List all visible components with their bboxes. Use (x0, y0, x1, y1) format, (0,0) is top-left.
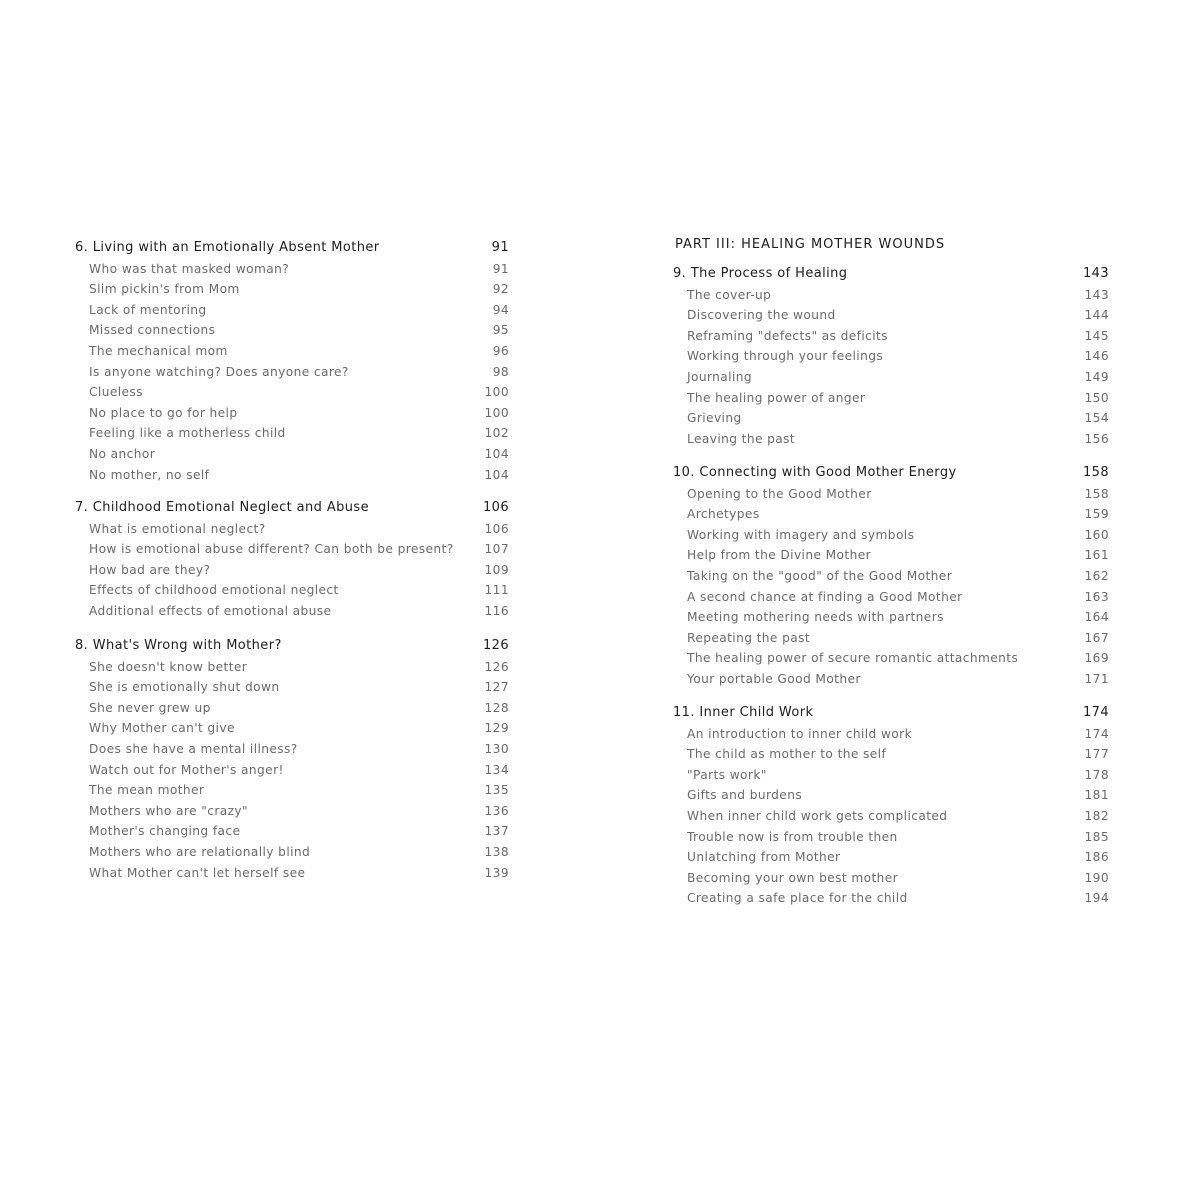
toc-entry-title: Meeting mothering needs with partners (687, 610, 944, 625)
toc-entry (673, 484, 1109, 505)
toc-entry-title: The mean mother (89, 783, 205, 798)
toc-entry-title: What is emotional neglect? (89, 521, 266, 536)
toc-entry (673, 724, 1109, 745)
toc-entry (673, 785, 1109, 806)
toc-entry-title: Missed connections (89, 323, 216, 338)
toc-entry-title: Clueless (89, 385, 143, 400)
toc-entry-title: Is anyone watching? Does anyone care? (89, 364, 349, 379)
page-number: 106 (484, 521, 509, 536)
page-number: 129 (484, 721, 509, 736)
toc-entry (673, 525, 1109, 546)
chapter-heading-title: 7. Childhood Emotional Neglect and Abuse (75, 500, 370, 515)
toc-entry-title: Help from the Divine Mother (687, 548, 872, 563)
chapter-block (673, 703, 1109, 909)
page-number: 146 (1084, 349, 1109, 364)
toc-entry-title: When inner child work gets complicated (687, 808, 948, 823)
page-number: 136 (484, 803, 509, 818)
toc-entry (75, 601, 509, 622)
page-number: 95 (492, 323, 509, 338)
page-number: 126 (484, 659, 509, 674)
toc-entry-title: Opening to the Good Mother (687, 486, 872, 501)
chapter-heading (75, 498, 509, 519)
toc-entry-title: Repeating the past (687, 630, 811, 645)
toc-entry (673, 628, 1109, 649)
toc-entry (75, 362, 509, 383)
page-number: 102 (484, 426, 509, 441)
toc-entry-title: How is emotional abuse different? Can both be present? (89, 542, 454, 557)
toc-entry-title: No place to go for help (89, 405, 238, 420)
toc-entry-title: Effects of childhood emotional neglect (89, 583, 339, 598)
page-number: 104 (484, 446, 509, 461)
toc-entry (673, 429, 1109, 450)
page-number: 130 (484, 741, 509, 756)
toc-entry (673, 847, 1109, 868)
toc-entry (75, 760, 509, 781)
toc-entry (75, 863, 509, 884)
toc-entry-title: Working with imagery and symbols (687, 527, 915, 542)
toc-entry-title: Why Mother can't give (89, 721, 235, 736)
page-number: 104 (484, 467, 509, 482)
toc-entry (673, 388, 1109, 409)
page-number: 174 (1084, 726, 1109, 741)
toc-entry (673, 669, 1109, 690)
toc-entry (673, 305, 1109, 326)
toc-entry-title: She never grew up (89, 700, 211, 715)
toc-entry-title: Leaving the past (687, 431, 796, 446)
toc-entry-title: She doesn't know better (89, 659, 248, 674)
toc-entry-title: What Mother can't let herself see (89, 865, 306, 880)
page-number: 96 (492, 343, 509, 358)
page-number: 161 (1084, 548, 1109, 563)
chapter-heading (75, 636, 509, 657)
toc-entry-title: Taking on the "good" of the Good Mother (687, 568, 953, 583)
toc-entry (673, 827, 1109, 848)
toc-entry (673, 744, 1109, 765)
chapter-block (673, 463, 1109, 690)
page-number: 128 (484, 700, 509, 715)
toc-entry (75, 739, 509, 760)
toc-entry-title: Grieving (687, 411, 742, 426)
toc-entry (673, 367, 1109, 388)
toc-entry (75, 842, 509, 863)
toc-entry-title: Feeling like a motherless child (89, 426, 286, 441)
page-number: 162 (1084, 568, 1109, 583)
page-number: 181 (1084, 788, 1109, 803)
toc-entry-title: Mothers who are relationally blind (89, 844, 311, 859)
toc-entry (75, 300, 509, 321)
page-number: 91 (491, 240, 509, 255)
toc-entry-title: Reframing "defects" as deficits (687, 328, 888, 343)
part-title: PART III: HEALING MOTHER WOUNDS (675, 237, 946, 252)
toc-entry-title: Mothers who are "crazy" (89, 803, 249, 818)
toc-entry-title: Working through your feelings (687, 349, 884, 364)
toc-entry (673, 285, 1109, 306)
toc-entry-title: Creating a safe place for the child (687, 891, 908, 906)
page-number: 98 (492, 364, 509, 379)
page-number: 178 (1084, 767, 1109, 782)
toc-entry-title: Mother's changing face (89, 824, 241, 839)
page-number: 150 (1084, 390, 1109, 405)
toc-entry-title: Discovering the wound (687, 308, 836, 323)
page-number: 185 (1084, 829, 1109, 844)
page-number: 190 (1084, 870, 1109, 885)
page-number: 137 (484, 824, 509, 839)
chapter-heading-title: 9. The Process of Healing (673, 266, 848, 281)
toc-entry (673, 545, 1109, 566)
toc-entry (75, 718, 509, 739)
toc-entry (673, 566, 1109, 587)
toc-entry (673, 326, 1109, 347)
toc-entry-title: Lack of mentoring (89, 302, 207, 317)
chapter-block (75, 238, 509, 485)
toc-entry (75, 698, 509, 719)
page-number: 127 (484, 680, 509, 695)
toc-entry-title: Gifts and burdens (687, 788, 803, 803)
toc-entry (673, 607, 1109, 628)
page-number: 106 (482, 500, 509, 515)
page-number: 158 (1082, 465, 1109, 480)
toc-entry (75, 444, 509, 465)
page-number: 107 (484, 542, 509, 557)
page-number: 177 (1084, 747, 1109, 762)
chapter-heading (75, 238, 509, 259)
page-number: 92 (492, 282, 509, 297)
chapter-block (673, 264, 1109, 449)
page-number: 100 (484, 405, 509, 420)
toc-entry-title: Who was that masked woman? (89, 261, 290, 276)
chapter-heading (673, 703, 1109, 724)
toc-entry-title: An introduction to inner child work (687, 726, 913, 741)
page-number: 149 (1084, 369, 1109, 384)
toc-entry-title: No anchor (89, 446, 156, 461)
toc-entry (75, 780, 509, 801)
toc-entry (673, 346, 1109, 367)
toc-entry (75, 560, 509, 581)
page-number: 164 (1084, 610, 1109, 625)
page-number: 109 (484, 562, 509, 577)
page-number: 169 (1084, 651, 1109, 666)
toc-entry-title: The child as mother to the self (687, 747, 887, 762)
toc-entry-title: The healing power of anger (687, 390, 866, 405)
page-number: 139 (484, 865, 509, 880)
toc-entry (75, 465, 509, 486)
page-number: 116 (484, 603, 509, 618)
toc-entry (75, 423, 509, 444)
toc-entry (75, 677, 509, 698)
toc-entry-title: The mechanical mom (89, 343, 228, 358)
toc-entry-title: The cover-up (687, 287, 772, 302)
toc-entry (673, 888, 1109, 909)
page-number: 143 (1084, 287, 1109, 302)
toc-entry (75, 580, 509, 601)
chapter-heading-title: 10. Connecting with Good Mother Energy (673, 465, 957, 480)
toc-entry (673, 868, 1109, 889)
page-number: 171 (1084, 671, 1109, 686)
toc-entry (75, 382, 509, 403)
chapter-block (75, 498, 509, 622)
toc-entry (75, 279, 509, 300)
page-number: 100 (484, 385, 509, 400)
toc-entry-title: Slim pickin's from Mom (89, 282, 240, 297)
toc-entry-title: Additional effects of emotional abuse (89, 603, 332, 618)
page-number: 174 (1082, 705, 1109, 720)
toc-entry-title: Journaling (687, 369, 752, 384)
chapter-heading (673, 463, 1109, 484)
toc-entry-title: How bad are they? (89, 562, 211, 577)
toc-entry-title: "Parts work" (687, 767, 767, 782)
toc-entry (75, 657, 509, 678)
toc-entry (673, 806, 1109, 827)
toc-entry-title: Trouble now is from trouble then (687, 829, 898, 844)
page-number: 143 (1082, 266, 1109, 281)
toc-entry-title: She is emotionally shut down (89, 680, 280, 695)
page-number: 126 (482, 638, 509, 653)
toc-entry (75, 341, 509, 362)
toc-entry (673, 504, 1109, 525)
chapter-heading (673, 264, 1109, 285)
toc-entry (75, 259, 509, 280)
page-number: 91 (492, 261, 509, 276)
toc-entry (75, 519, 509, 540)
page-number: 134 (484, 762, 509, 777)
toc-entry (75, 320, 509, 341)
toc-entry-title: Your portable Good Mother (687, 671, 861, 686)
toc-entry-title: Becoming your own best mother (687, 870, 899, 885)
page-number: 145 (1084, 328, 1109, 343)
page-number: 186 (1084, 850, 1109, 865)
toc-entry-title: The healing power of secure romantic attachments (687, 651, 1019, 666)
toc-entry (75, 539, 509, 560)
page-number: 94 (492, 302, 509, 317)
page-number: 194 (1084, 891, 1109, 906)
page-number: 111 (484, 583, 509, 598)
toc-entry-title: Watch out for Mother's anger! (89, 762, 284, 777)
toc-entry-title: No mother, no self (89, 467, 210, 482)
toc-entry (673, 587, 1109, 608)
page-number: 158 (1084, 486, 1109, 501)
page-number: 163 (1084, 589, 1109, 604)
page-number: 160 (1084, 527, 1109, 542)
toc-entry (75, 403, 509, 424)
toc-entry (673, 408, 1109, 429)
toc-entry (75, 801, 509, 822)
toc-entry-title: A second chance at finding a Good Mother (687, 589, 963, 604)
page-number: 138 (484, 844, 509, 859)
page-number: 167 (1084, 630, 1109, 645)
toc-entry-title: Unlatching from Mother (687, 850, 841, 865)
chapter-block (75, 636, 509, 883)
chapter-heading-title: 6. Living with an Emotionally Absent Mother (75, 240, 380, 255)
page-number: 135 (484, 783, 509, 798)
page-number: 156 (1084, 431, 1109, 446)
toc-entry (673, 765, 1109, 786)
page-number: 154 (1084, 411, 1109, 426)
toc-entry-title: Does she have a mental illness? (89, 741, 298, 756)
chapter-heading-title: 11. Inner Child Work (673, 705, 814, 720)
chapter-heading-title: 8. What's Wrong with Mother? (75, 638, 282, 653)
page-number: 159 (1084, 507, 1109, 522)
page-number: 144 (1084, 308, 1109, 323)
page-number: 182 (1084, 808, 1109, 823)
toc-entry (673, 648, 1109, 669)
toc-entry-title: Archetypes (687, 507, 760, 522)
toc-entry (75, 821, 509, 842)
